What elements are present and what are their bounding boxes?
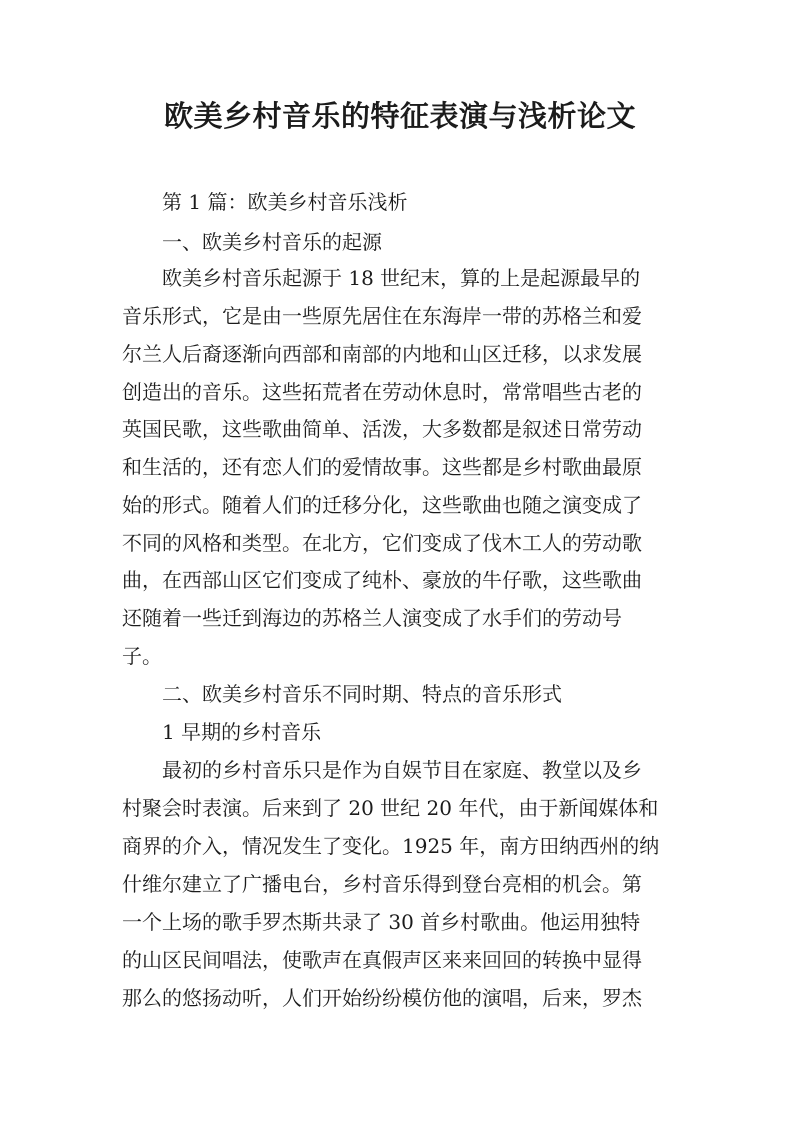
- body-text-line: 尔兰人后裔逐渐向西部和南部的内地和山区迁移，以求发展: [122, 342, 642, 366]
- body-text-line: 音乐形式，它是由一些原先居住在东海岸一带的苏格兰和爱: [122, 304, 642, 328]
- subsection-heading: 二、欧美乡村音乐不同时期、特点的音乐形式: [162, 682, 562, 706]
- body-text-line: 一个上场的歌手罗杰斯共录了 30 首乡村歌曲。他运用独特: [122, 910, 641, 934]
- body-text-line: 和生活的，还有恋人们的爱情故事。这些都是乡村歌曲最原: [122, 455, 642, 479]
- body-text-line: 那么的悠扬动听，人们开始纷纷模仿他的演唱，后来，罗杰: [122, 986, 642, 1010]
- body-text-line: 什维尔建立了广播电台，乡村音乐得到登台亮相的机会。第: [122, 872, 642, 896]
- body-text-line: 村聚会时表演。后来到了 20 世纪 20 年代，由于新闻媒体和: [122, 796, 659, 820]
- body-text-line: 曲，在西部山区它们变成了纯朴、豪放的牛仔歌，这些歌曲: [122, 568, 642, 592]
- document-title: 欧美乡村音乐的特征表演与浅析论文: [163, 99, 636, 133]
- body-text-line: 的山区民间唱法，使歌声在真假声区来来回回的转换中显得: [122, 948, 642, 972]
- subsection-heading: 1 早期的乡村音乐: [162, 720, 322, 744]
- body-text-line: 商界的介入，情况发生了变化。1925 年，南方田纳西州的纳: [122, 834, 660, 858]
- body-text-line: 英国民歌，这些歌曲简单、活泼，大多数都是叙述日常劳动: [122, 417, 642, 441]
- body-text-line: 始的形式。随着人们的迁移分化，这些歌曲也随之演变成了: [122, 493, 642, 517]
- body-text-line: 子。: [122, 644, 162, 668]
- section-heading: 第 1 篇：欧美乡村音乐浅析: [162, 190, 408, 214]
- body-text-line: 不同的风格和类型。在北方，它们变成了伐木工人的劳动歌: [122, 531, 642, 555]
- body-text-line: 还随着一些迁到海边的苏格兰人演变成了水手们的劳动号: [122, 606, 622, 630]
- body-text-line: 创造出的音乐。这些拓荒者在劳动休息时，常常唱些古老的: [122, 380, 642, 404]
- body-text-line: 欧美乡村音乐起源于 18 世纪末，算的上是起源最早的: [162, 266, 641, 290]
- subsection-heading: 一、欧美乡村音乐的起源: [162, 230, 382, 254]
- body-text-line: 最初的乡村音乐只是作为自娱节目在家庭、教堂以及乡: [162, 758, 642, 782]
